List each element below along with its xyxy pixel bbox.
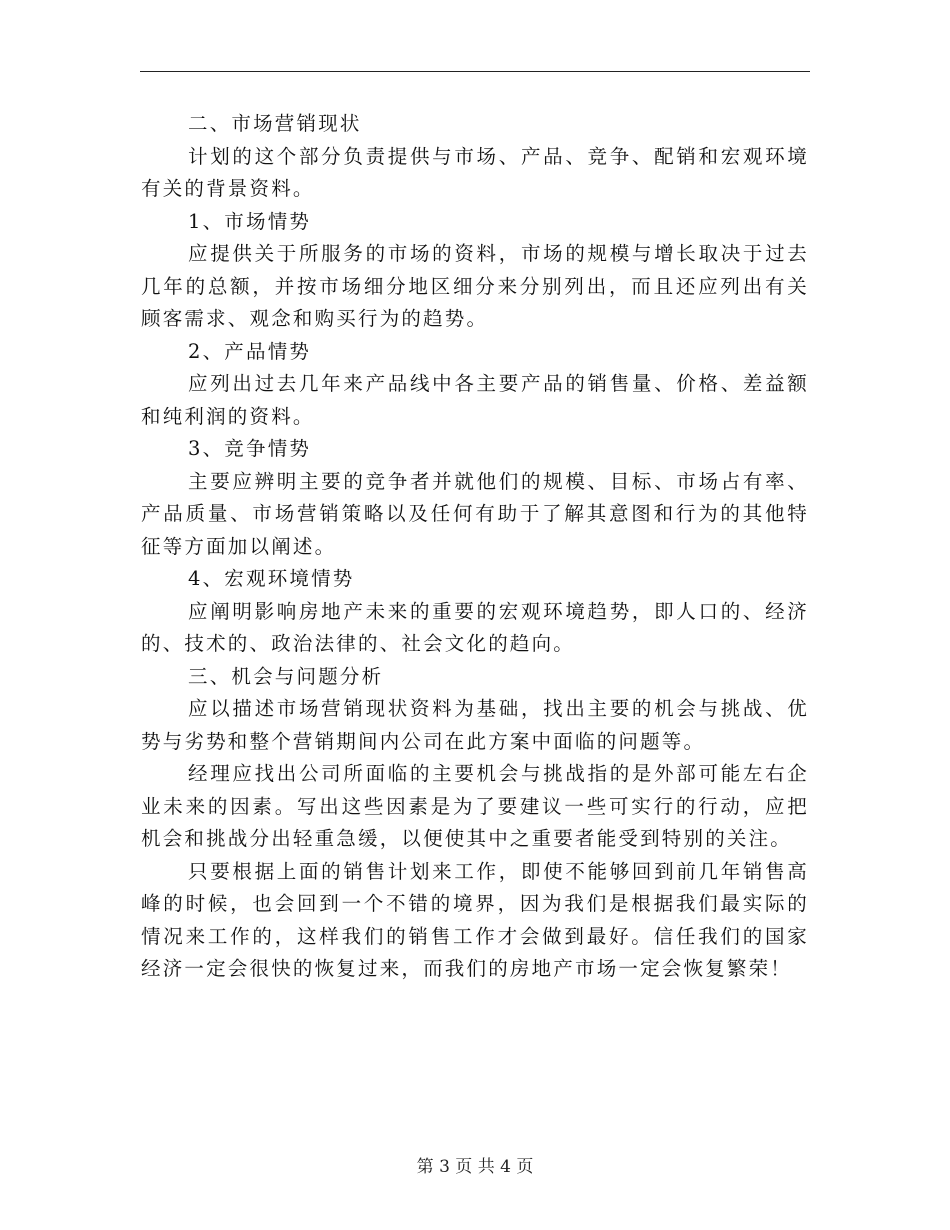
footer-current-page: 3 — [439, 1157, 450, 1177]
paragraph-market-situation: 应提供关于所服务的市场的资料，市场的规模与增长取决于过去几年的总额，并按市场细分地区细分来分别列出，而且还应列出有关顾客需求、观念和购买行为的趋势。 — [141, 242, 809, 330]
subheading-macro-environment: 4、宏观环境情势 — [188, 567, 355, 590]
paragraph-macro-environment: 应阐明影响房地产未来的重要的宏观环境趋势，即人口的、经济的、技术的、政治法律的、社会文化的趋向。 — [141, 599, 809, 655]
page-footer — [0, 1155, 950, 1179]
subheading-market-situation: 1、市场情势 — [188, 209, 312, 233]
footer-total-pages: 4 — [500, 1157, 511, 1177]
header-rule — [140, 71, 810, 72]
footer-prefix: 第 — [416, 1157, 434, 1177]
paragraph-competition-situation: 主要应辨明主要的竞争者并就他们的规模、目标、市场占有率、产品质量、市场营销策略以及任何有助于了解其意图和行为的其他特征等方面加以阐述。 — [141, 469, 809, 558]
paragraph-closing: 只要根据上面的销售计划来工作，即使不能够回到前几年销售高峰的时候，也会回到一个不错的境界，因为我们是根据我们最实际的情况来工作的，这样我们的销售工作才会做到最好。信任我们的国家经济一定会很快的恢复过来，而我们的房地产市场一定会恢复繁荣！ — [141, 859, 809, 980]
section-heading-opportunity-analysis: 三、机会与问题分析 — [188, 664, 384, 688]
section-heading-market-status: 二、市场营销现状 — [188, 112, 362, 135]
footer-middle: 页 共 — [455, 1157, 495, 1177]
paragraph-market-status-intro: 计划的这个部分负责提供与市场、产品、竞争、配销和宏观环境有关的背景资料。 — [141, 144, 809, 200]
footer-suffix: 页 — [516, 1157, 534, 1177]
paragraph-opportunity-analysis: 应以描述市场营销现状资料为基础，找出主要的机会与挑战、优势与劣势和整个营销期间内公司在此方案中面临的问题等。 — [141, 697, 809, 753]
subheading-product-situation: 2、产品情势 — [188, 339, 312, 363]
document-body — [141, 108, 809, 986]
paragraph-manager-opportunities: 经理应找出公司所面临的主要机会与挑战指的是外部可能左右企业未来的因素。写出这些因素是为了要建议一些可实行的行动，应把机会和挑战分出轻重急缓，以便使其中之重要者能受到特别的关注。 — [141, 762, 809, 850]
paragraph-product-situation: 应列出过去几年来产品线中各主要产品的销售量、价格、差益额和纯利润的资料。 — [141, 372, 809, 428]
subheading-competition-situation: 3、竞争情势 — [188, 437, 312, 460]
